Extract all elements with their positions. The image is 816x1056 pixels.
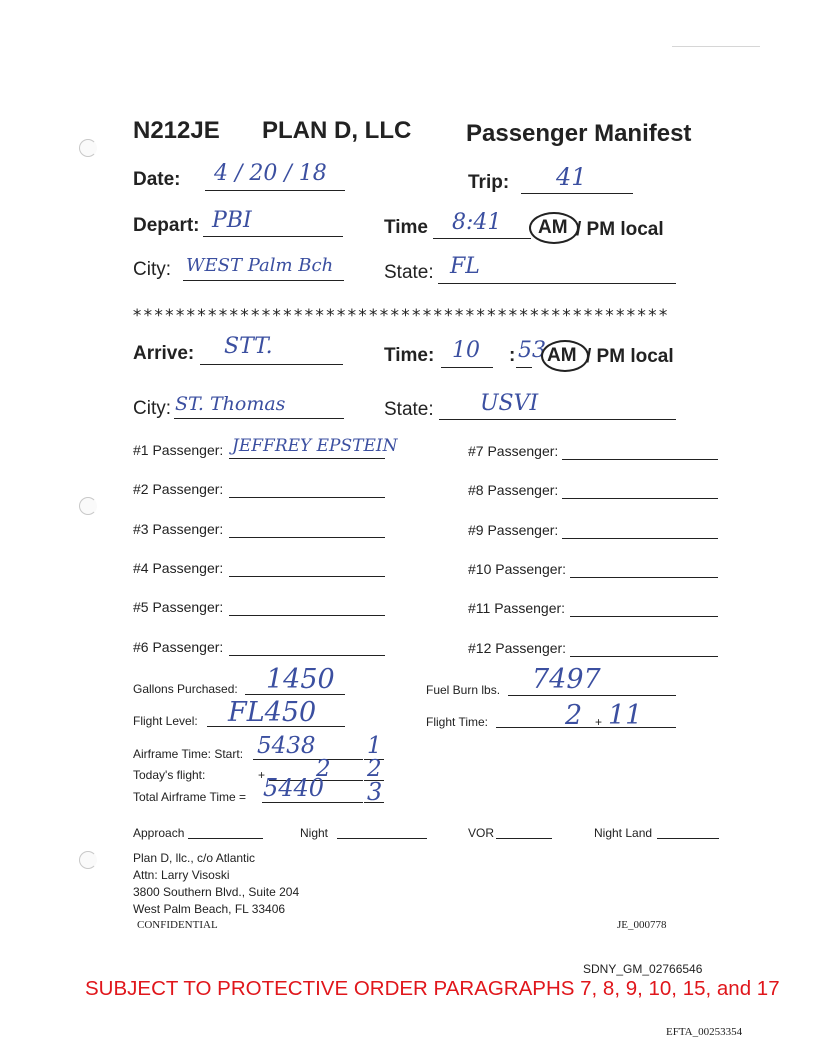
passenger-10-underline (570, 577, 718, 578)
asterisk-separator: ************************************************** (132, 306, 669, 326)
tail-number: N212JE (133, 117, 220, 144)
protective-order-notice: SUBJECT TO PROTECTIVE ORDER PARAGRAPHS 7, 8, 9, 10, 15, and 17 (85, 977, 780, 1000)
passenger-5-underline (229, 615, 385, 616)
flight-level-value: FL450 (228, 697, 317, 728)
airframe-start-label: Airframe Time: Start: (133, 747, 244, 761)
vor-underline (496, 838, 552, 839)
date-underline (205, 190, 345, 191)
arrive-am-label: AM (547, 345, 577, 366)
form-title: Passenger Manifest (466, 120, 692, 147)
flight-time-sep: + (595, 715, 603, 729)
fuel-burn-value: 7497 (532, 664, 601, 695)
passenger-4-underline (229, 576, 385, 577)
todays-flight-label: Today's flight: (133, 768, 206, 782)
arrive-time-hour-underline (441, 367, 493, 368)
gallons-purchased-value: 1450 (266, 664, 335, 695)
address-line-1: Plan D, llc., c/o Atlantic (133, 851, 256, 865)
passenger-5-label: #5 Passenger: (133, 599, 224, 615)
night-land-label: Night Land (594, 826, 653, 840)
trip-value: 41 (556, 163, 587, 191)
flight-time-hours: 2 (565, 700, 583, 731)
depart-state-label: State: (384, 262, 434, 283)
passenger-12-underline (570, 656, 718, 657)
arrive-underline (200, 364, 343, 365)
night-underline (337, 838, 427, 839)
date-label: Date: (133, 169, 181, 190)
depart-state-value: FL (450, 254, 480, 279)
airframe-start-tenth: 1 (367, 733, 382, 759)
passenger-12-label: #12 Passenger: (468, 640, 567, 656)
passenger-6-underline (229, 655, 385, 656)
depart-city-value: WEST Palm Bch (186, 255, 334, 276)
trip-label: Trip: (468, 172, 510, 193)
arrive-value: STT. (224, 334, 273, 359)
passenger-3-underline (229, 537, 385, 538)
arrive-time-hour: 10 (452, 338, 480, 363)
fuel-burn-underline (508, 695, 676, 696)
night-land-underline (657, 838, 719, 839)
depart-city-underline (183, 280, 344, 281)
depart-state-underline (438, 283, 676, 284)
total-airframe-underline (262, 802, 363, 803)
passenger-11-underline (570, 616, 718, 617)
gallons-purchased-label: Gallons Purchased: (133, 682, 238, 696)
vor-label: VOR (468, 826, 495, 840)
passenger-8-label: #8 Passenger: (468, 482, 559, 498)
punch-hole-bottom (79, 851, 97, 869)
passenger-9-label: #9 Passenger: (468, 522, 559, 538)
depart-value: PBI (212, 208, 252, 233)
todays-flight-plus: + (258, 768, 266, 782)
approach-label: Approach (133, 826, 185, 840)
arrive-state-label: State: (384, 399, 434, 420)
arrive-time-min: 53 (518, 338, 546, 363)
depart-time-value: 8:41 (452, 210, 502, 235)
arrive-city-underline (174, 418, 344, 419)
flight-time-label: Flight Time: (426, 715, 489, 729)
passenger-8-underline (562, 498, 718, 499)
passenger-4-label: #4 Passenger: (133, 560, 224, 576)
total-airframe-label: Total Airframe Time = (133, 790, 247, 804)
arrive-city-value: ST. Thomas (175, 393, 286, 415)
top-rule (672, 46, 760, 47)
passenger-9-underline (562, 538, 718, 539)
arrive-state-value: USVI (480, 391, 539, 416)
arrive-time-colon: : (509, 345, 516, 366)
trip-underline (521, 193, 633, 194)
fuel-burn-label: Fuel Burn lbs. (426, 683, 501, 697)
confidential-stamp: CONFIDENTIAL (137, 919, 218, 931)
airframe-start-underline (253, 759, 363, 760)
arrive-state-underline (439, 419, 676, 420)
company-name: PLAN D, LLC (262, 117, 412, 144)
arrive-label: Arrive: (133, 343, 195, 364)
passenger-1-value: JEFFREY EPSTEIN (232, 436, 398, 456)
depart-time-label: Time (384, 217, 429, 238)
bates-sdny: SDNY_GM_02766546 (583, 962, 703, 976)
depart-am-label: AM (538, 217, 568, 238)
flight-time-underline (496, 727, 676, 728)
passenger-11-label: #11 Passenger: (468, 600, 566, 616)
approach-underline (188, 838, 263, 839)
depart-time-underline (433, 238, 531, 239)
arrive-time-min-underline (516, 367, 532, 368)
night-label: Night (300, 826, 329, 840)
depart-label: Depart: (133, 215, 200, 236)
punch-hole-middle (79, 497, 97, 515)
depart-underline (203, 236, 343, 237)
passenger-7-underline (562, 459, 718, 460)
todays-flight-tenth: 2 (367, 756, 382, 782)
depart-city-label: City: (133, 259, 171, 280)
passenger-2-label: #2 Passenger: (133, 481, 224, 497)
depart-pm-label: / PM local (576, 219, 664, 240)
address-line-3: 3800 Southern Blvd., Suite 204 (133, 885, 300, 899)
passenger-6-label: #6 Passenger: (133, 639, 224, 655)
passenger-7-label: #7 Passenger: (468, 443, 559, 459)
flight-time-minutes: 11 (608, 700, 643, 731)
passenger-1-underline (229, 458, 385, 459)
total-airframe-whole: 5440 (263, 774, 325, 802)
efta-number: EFTA_00253354 (666, 1026, 743, 1038)
flight-level-label: Flight Level: (133, 714, 198, 728)
todays-flight-whole: 2 (316, 756, 331, 782)
address-line-2: Attn: Larry Visoski (133, 868, 230, 882)
arrive-city-label: City: (133, 398, 171, 419)
passenger-1-label: #1 Passenger: (133, 442, 224, 458)
date-value: 4 / 20 / 18 (214, 161, 327, 186)
arrive-pm-label: / PM local (586, 346, 674, 367)
passenger-3-label: #3 Passenger: (133, 521, 224, 537)
total-airframe-tenth: 3 (367, 778, 383, 806)
arrive-time-label: Time: (384, 345, 435, 366)
address-line-4: West Palm Beach, FL 33406 (133, 902, 286, 916)
airframe-start-whole: 5438 (257, 733, 316, 759)
passenger-2-underline (229, 497, 385, 498)
bates-je: JE_000778 (617, 919, 667, 931)
passenger-10-label: #10 Passenger: (468, 561, 567, 577)
punch-hole-top (79, 139, 97, 157)
